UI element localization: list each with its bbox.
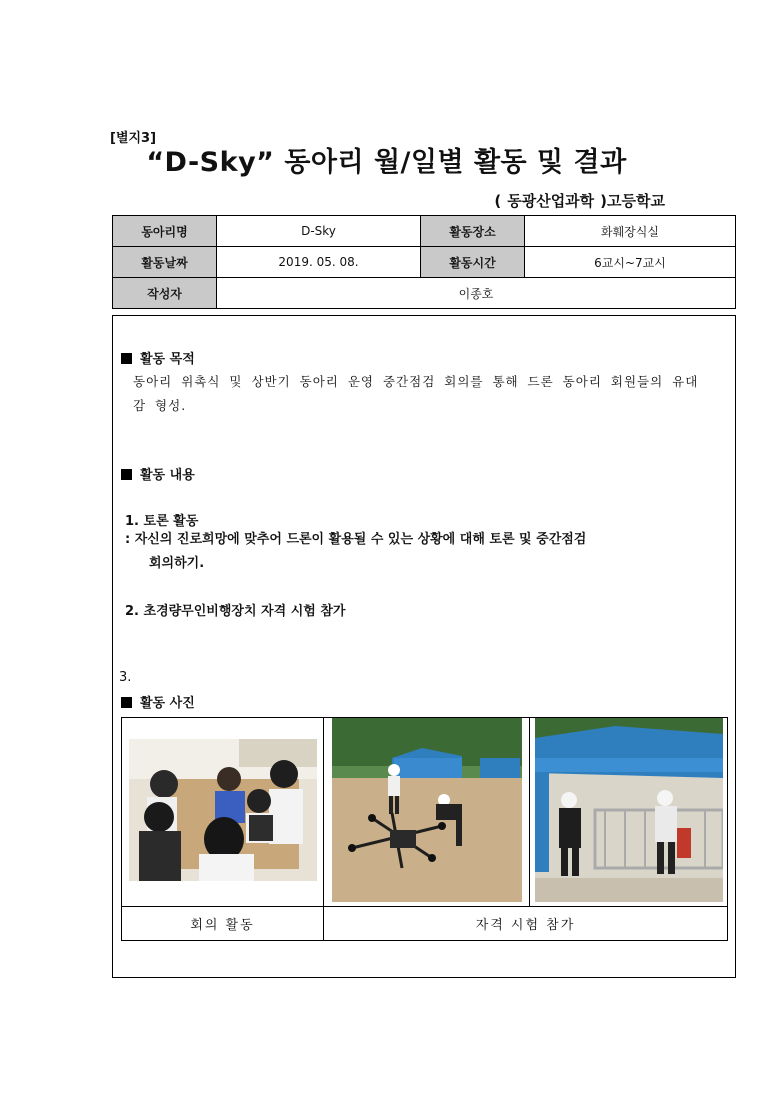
photo-cell [324, 718, 530, 907]
school-suffix: )고등학교 [600, 192, 665, 210]
content-item-1: 1. 토론 활동 [125, 514, 199, 529]
photo-cell [530, 718, 728, 907]
photos-heading-text: 활동 사진 [140, 696, 195, 711]
date-value: 2019. 05. 08. [217, 247, 421, 278]
square-bullet-icon [121, 697, 132, 708]
purpose-line: 감 형성. [133, 398, 187, 413]
school-name-text: 동광산업과학 [507, 192, 595, 210]
content-heading-text: 활동 내용 [140, 468, 195, 483]
time-label: 활동시간 [421, 247, 525, 278]
desc-line: 회의하기. [149, 556, 205, 571]
purpose-line: 동아리 위촉식 및 상반기 동아리 운영 중간점검 회의를 통해 드론 동아리 회원들의 유대 [133, 374, 699, 389]
purpose-heading-text: 활동 목적 [140, 352, 195, 367]
activity-box [112, 315, 736, 978]
caption-row [122, 907, 728, 941]
content-item-1-desc [125, 528, 705, 576]
info-row [113, 278, 736, 309]
purpose-heading [121, 348, 195, 367]
author-label: 작성자 [113, 278, 217, 309]
photo-row [122, 718, 728, 907]
annex-label: [별지3] [110, 131, 157, 146]
meeting-photo [129, 739, 317, 881]
info-row [113, 247, 736, 278]
exam-site-photo [535, 718, 723, 902]
content-item-3: 3. [119, 670, 132, 685]
time-value: 6교시~7교시 [525, 247, 736, 278]
square-bullet-icon [121, 353, 132, 364]
club-name-value: D-Sky [217, 216, 421, 247]
photo-caption-2: 자격 시험 참가 [324, 907, 728, 941]
place-label: 활동장소 [421, 216, 525, 247]
photos-heading [121, 692, 195, 711]
content-heading [121, 464, 195, 483]
purpose-text [133, 370, 733, 418]
photo-table [121, 717, 728, 941]
photo-cell [122, 718, 324, 907]
desc-line: : 자신의 진로희망에 맞추어 드론이 활용될 수 있는 상황에 대해 토론 및 중간점검 [125, 532, 587, 547]
square-bullet-icon [121, 469, 132, 480]
place-value: 화훼장식실 [525, 216, 736, 247]
club-name-label: 동아리명 [113, 216, 217, 247]
info-row [113, 216, 736, 247]
date-label: 활동날짜 [113, 247, 217, 278]
author-value: 이종호 [217, 278, 736, 309]
photo-caption-1: 회의 활동 [122, 907, 324, 941]
drone-test-photo [332, 718, 522, 902]
school-open-paren: ( [494, 192, 502, 210]
info-table [112, 215, 736, 309]
content-item-2: 2. 초경량무인비행장치 자격 시험 참가 [125, 604, 346, 619]
document-title: “D-Sky” 동아리 월/일별 활동 및 결과 [146, 147, 627, 178]
school-name [494, 190, 665, 211]
